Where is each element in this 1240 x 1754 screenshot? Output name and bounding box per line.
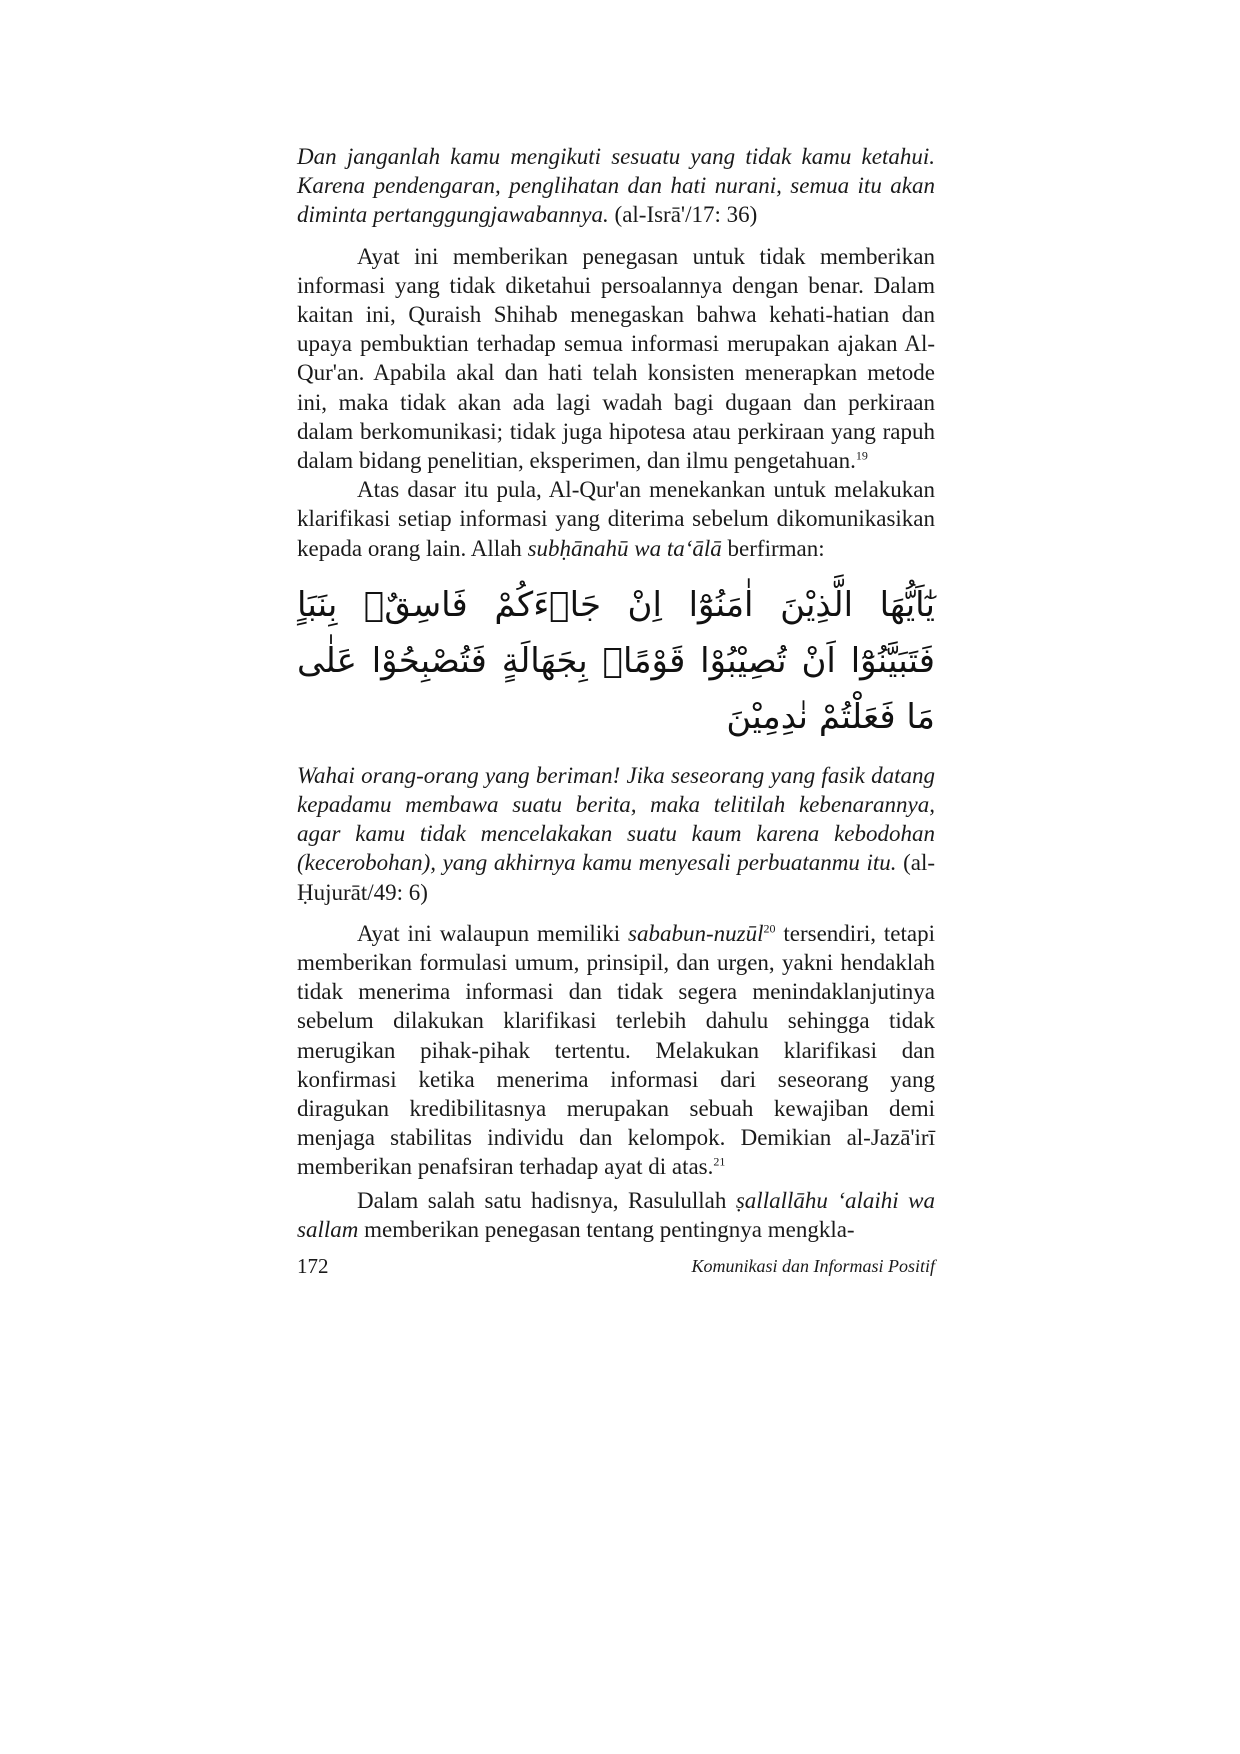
quote-isra <box>297 142 935 230</box>
footnote-19: 19 <box>855 448 868 463</box>
paragraph-2 <box>297 475 935 563</box>
page-number: 172 <box>297 1254 329 1278</box>
quote-hujurat-ref: (al-Ḥujurāt/49: 6) <box>297 850 935 905</box>
footnote-21: 21 <box>713 1154 726 1169</box>
paragraph-4-italic: ṣallallāhu ‘alaihi wa sallam <box>297 1187 935 1242</box>
page-body <box>297 142 935 1244</box>
paragraph-3-text: tersendiri, tetapi memberikan formulasi umum, prinsipil, dan urgen, yakni hendaklah tidak menerima informasi dan tidak segera menindaklanjutinya sebelum dilakukan klarifikasi terlebih dahulu sehingga tidak merugikan pihak-pihak tertentu. Melakukan klarifikasi dan konfirmasi ketika menerima informasi dari seseorang yang diragukan kredibilitasnya merupakan sebuah kewajiban demi menjaga stabilitas individu dan kelompok. Demikian al-Jazā'irī memberikan penafsiran terhadap ayat di atas. <box>297 920 935 1180</box>
arabic-verse: يٰٓاَيُّهَا الَّذِيْنَ اٰمَنُوْٓا اِنْ جَاۤءَكُمْ فَاسِقٌۢ بِنَبَاٍ فَتَبَيَّنُوْٓا اَنْ تُصِيْبُوْا قَوْمًاۢ بِجَهَالَةٍ فَتُصْبِحُوْا عَلٰى مَا فَعَلْتُمْ نٰدِمِيْنَ <box>297 584 935 737</box>
paragraph-3-pre: Ayat ini walaupun memiliki <box>357 920 629 946</box>
paragraph-3 <box>297 919 935 1182</box>
paragraph-2-italic: subḥānahū wa ta‘ālā <box>527 535 722 561</box>
footnote-20: 20 <box>763 921 776 936</box>
paragraph-4-pre: Dalam salah satu hadisnya, Rasulullah <box>357 1187 736 1213</box>
paragraph-1 <box>297 242 935 476</box>
paragraph-2-tail: berfirman: <box>721 535 825 561</box>
quote-hujurat-text: Wahai orang-orang yang beriman! Jika seseorang yang fasik datang kepadamu membawa suatu berita, maka telitilah kebenarannya, agar kamu tidak mencelakakan suatu kaum karena kebodohan (kecerobohan), yang akhirnya kamu menyesali perbuatanmu itu. <box>297 762 935 876</box>
quote-isra-text: Dan janganlah kamu mengikuti sesuatu yang tidak kamu ketahui. Karena pendengaran, penglihatan dan hati nurani, semua itu akan diminta pertanggungjawabannya. <box>297 144 935 228</box>
paragraph-1-text: Ayat ini memberikan penegasan untuk tidak memberikan informasi yang tidak diketahui persoalannya dengan benar. Dalam kaitan ini, Quraish Shihab menegaskan bahwa kehati-hatian dan upaya pembuktian terhadap semua informasi merupakan ajakan Al-Qur'an. Apabila akal dan hati telah konsisten menerapkan metode ini, maka tidak akan ada lagi wadah bagi dugaan dan perkiraan dalam berkomunikasi; tidak juga hipotesa atau perkiraan yang rapuh dalam bidang penelitian, eksperimen, dan ilmu pengetahuan. <box>297 243 935 474</box>
quote-isra-ref: (al-Isrā'/17: 36) <box>614 202 758 228</box>
paragraph-4 <box>297 1186 935 1244</box>
paragraph-4-text: memberikan penegasan tentang pentingnya mengkla- <box>358 1216 855 1242</box>
paragraph-2-text: Atas dasar itu pula, Al-Qur'an menekankan untuk melakukan klarifikasi setiap informasi yang diterima sebelum dikomunikasikan kepada orang lain. Allah <box>297 477 935 561</box>
paragraph-3-italic: sababun-nuzūl <box>628 920 764 946</box>
running-title: Komunikasi dan Informasi Positif <box>691 1256 935 1276</box>
quote-hujurat <box>297 761 935 907</box>
page-footer <box>297 1254 935 1280</box>
